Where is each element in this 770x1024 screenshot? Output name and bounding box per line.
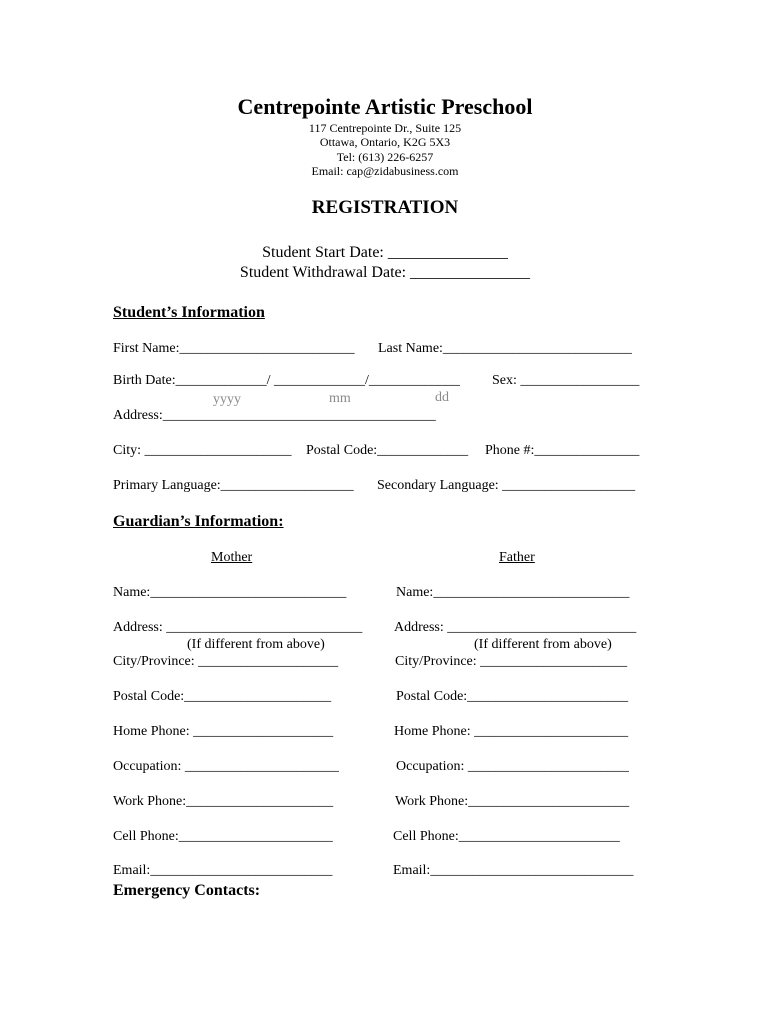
- student-info-heading: Student’s Information: [113, 304, 265, 321]
- mother-home-phone-field[interactable]: Home Phone: ____________________: [113, 724, 334, 739]
- birth-day-hint: dd: [435, 390, 449, 405]
- mother-name-field[interactable]: Name:____________________________: [113, 585, 347, 600]
- mother-work-phone-field[interactable]: Work Phone:_____________________: [113, 794, 334, 809]
- mother-occupation-field[interactable]: Occupation: ______________________: [113, 759, 339, 774]
- birth-date-field[interactable]: Birth Date:_____________/ _____________/_____________: [113, 373, 460, 388]
- mother-city-province-field[interactable]: City/Province: ____________________: [113, 654, 339, 669]
- birth-year-hint: yyyy: [213, 392, 241, 407]
- father-work-phone-field[interactable]: Work Phone:_______________________: [395, 794, 630, 809]
- birth-month-hint: mm: [329, 391, 351, 406]
- start-date-field[interactable]: Student Start Date: _______________: [262, 244, 508, 261]
- guardian-info-heading: Guardian’s Information:: [113, 513, 284, 530]
- form-title: REGISTRATION: [311, 197, 459, 218]
- father-home-phone-field[interactable]: Home Phone: ______________________: [394, 724, 629, 739]
- address-line-1: 117 Centrepointe Dr., Suite 125: [308, 121, 462, 135]
- father-column-header: Father: [499, 550, 535, 565]
- primary-language-field[interactable]: Primary Language:___________________: [113, 478, 354, 493]
- father-if-different-note: (If different from above): [474, 637, 612, 652]
- address-field[interactable]: Address:_______________________________________: [113, 408, 436, 423]
- sex-field[interactable]: Sex: _________________: [492, 373, 640, 388]
- phone-field[interactable]: Phone #:_______________: [485, 443, 640, 458]
- withdrawal-date-field[interactable]: Student Withdrawal Date: _______________: [239, 264, 531, 281]
- father-city-province-field[interactable]: City/Province: _____________________: [395, 654, 628, 669]
- mother-column-header: Mother: [211, 550, 253, 565]
- email-address: Email: cap@zidabusiness.com: [311, 164, 459, 178]
- mother-if-different-note: (If different from above): [187, 637, 325, 652]
- father-email-field[interactable]: Email:_____________________________: [393, 863, 634, 878]
- address-line-2: Ottawa, Ontario, K2G 5X3: [319, 135, 451, 149]
- mother-address-field[interactable]: Address: ____________________________: [113, 620, 363, 635]
- father-cell-phone-field[interactable]: Cell Phone:_______________________: [393, 829, 620, 844]
- mother-email-field[interactable]: Email:__________________________: [113, 863, 333, 878]
- mother-cell-phone-field[interactable]: Cell Phone:______________________: [113, 829, 333, 844]
- last-name-field[interactable]: Last Name:___________________________: [378, 341, 632, 356]
- mother-postal-code-field[interactable]: Postal Code:_____________________: [113, 689, 332, 704]
- city-field[interactable]: City: _____________________: [113, 443, 292, 458]
- emergency-contacts-heading: Emergency Contacts:: [113, 882, 261, 899]
- first-name-field[interactable]: First Name:_________________________: [113, 341, 355, 356]
- school-name: Centrepointe Artistic Preschool: [237, 94, 533, 119]
- postal-code-field[interactable]: Postal Code:_____________: [306, 443, 469, 458]
- father-postal-code-field[interactable]: Postal Code:_______________________: [396, 689, 629, 704]
- father-occupation-field[interactable]: Occupation: _______________________: [396, 759, 629, 774]
- father-name-field[interactable]: Name:____________________________: [396, 585, 630, 600]
- secondary-language-field[interactable]: Secondary Language: ___________________: [377, 478, 636, 493]
- father-address-field[interactable]: Address: ___________________________: [394, 620, 637, 635]
- telephone: Tel: (613) 226-6257: [336, 150, 434, 164]
